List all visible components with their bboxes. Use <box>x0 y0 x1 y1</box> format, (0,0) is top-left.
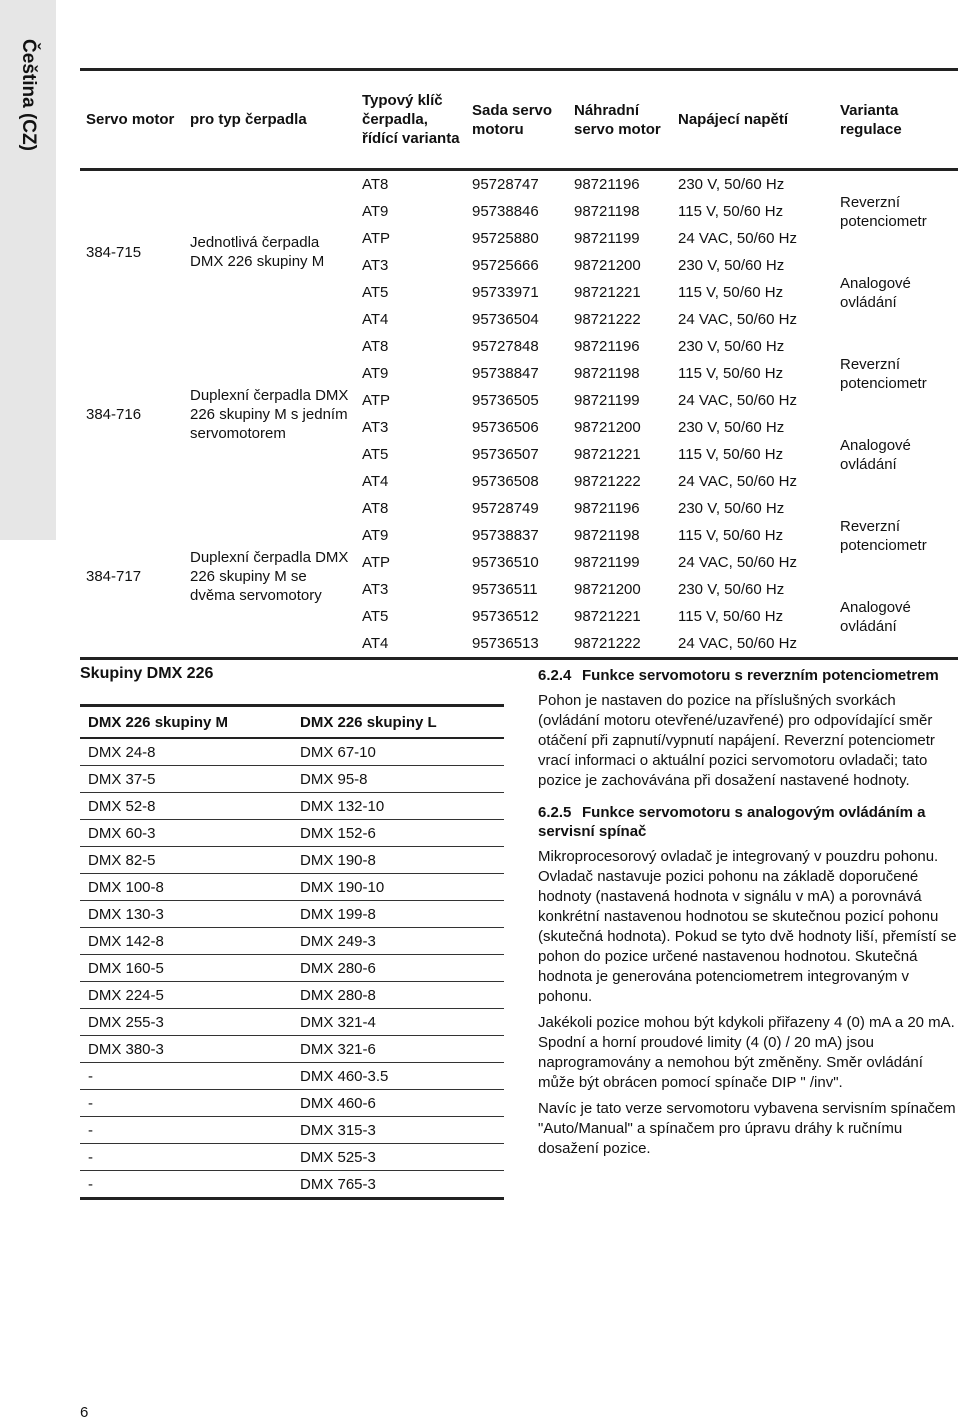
servo-kit-cell: 95736513 <box>472 634 539 652</box>
voltage-cell: 230 V, 50/60 Hz <box>678 418 785 436</box>
servo-kit-cell: 95728747 <box>472 175 539 193</box>
servo-kit-cell: 95725666 <box>472 256 539 274</box>
page-number: 6 <box>80 1404 89 1421</box>
table-row <box>80 495 958 522</box>
type-key-cell: ATP <box>362 229 391 247</box>
voltage-cell: 24 VAC, 50/60 Hz <box>678 391 797 409</box>
spare-servo-cell: 98721196 <box>574 337 640 355</box>
regulation-cell: Reverzní potenciometr <box>840 355 927 392</box>
servo-kit-cell: 95727848 <box>472 337 539 355</box>
voltage-cell: 115 V, 50/60 Hz <box>678 445 784 463</box>
voltage-cell: 24 VAC, 50/60 Hz <box>678 472 797 490</box>
spare-servo-cell: 98721199 <box>574 553 640 571</box>
table-row <box>80 1090 504 1117</box>
voltage-cell: 24 VAC, 50/60 Hz <box>678 310 797 328</box>
group-m-cell: - <box>80 1171 292 1199</box>
section-624-number: 6.2.4 <box>538 667 572 684</box>
section-625-paragraph-3: Navíc je tato verze servomotoru vybavena servisním spínačem "Auto/Manual" a spínačem pro úpravu dráhy k ručnímu dosažení pozice. <box>538 1100 956 1157</box>
table-row <box>80 1063 504 1090</box>
table-row <box>80 874 504 901</box>
spare-servo-cell: 98721221 <box>574 283 641 301</box>
servo-kit-cell: 95736505 <box>472 391 539 409</box>
servo-kit-cell: 95736511 <box>472 580 538 598</box>
voltage-cell: 230 V, 50/60 Hz <box>678 337 785 355</box>
header-servo-motor: Servo motor <box>86 111 175 128</box>
section-624-title: Funkce servomotoru s reverzním potenciometrem <box>582 667 939 684</box>
group-l-cell: DMX 280-8 <box>292 982 504 1009</box>
spare-servo-cell: 98721222 <box>574 310 641 328</box>
group-l-cell: DMX 249-3 <box>292 928 504 955</box>
spare-servo-cell: 98721196 <box>574 175 640 193</box>
servo-kit-cell: 95738846 <box>472 202 539 220</box>
group-l-cell: DMX 152-6 <box>292 820 504 847</box>
type-key-cell: AT3 <box>362 580 389 598</box>
voltage-cell: 230 V, 50/60 Hz <box>678 580 785 598</box>
group-m-cell: DMX 142-8 <box>80 928 292 955</box>
table-row <box>80 901 504 928</box>
group-l-cell: DMX 190-8 <box>292 847 504 874</box>
dmx-groups-table <box>80 704 504 1200</box>
spare-servo-cell: 98721198 <box>574 364 640 382</box>
group-m-cell: DMX 380-3 <box>80 1036 292 1063</box>
pump-type-cell: Duplexní čerpadla DMX 226 skupiny M s jedním servomotorem <box>190 386 349 442</box>
group-m-cell: DMX 82-5 <box>80 847 292 874</box>
table-row <box>80 820 504 847</box>
section-625-title: Funkce servomotoru s analogovým ovládáním a servisní spínač <box>538 804 926 840</box>
servo-kit-cell: 95728749 <box>472 499 539 517</box>
table-row <box>80 793 504 820</box>
table-row <box>80 1171 504 1199</box>
group-l-cell: DMX 67-10 <box>292 738 504 766</box>
servo-kit-cell: 95733971 <box>472 283 539 301</box>
groups-header-row <box>80 706 504 739</box>
voltage-cell: 115 V, 50/60 Hz <box>678 607 784 625</box>
groups-section-title: Skupiny DMX 226 <box>80 665 214 682</box>
group-l-cell: DMX 95-8 <box>292 766 504 793</box>
table-row <box>80 738 504 766</box>
group-l-cell: DMX 460-3.5 <box>292 1063 504 1090</box>
group-l-cell: DMX 190-10 <box>292 874 504 901</box>
table-header-row <box>80 70 958 170</box>
servo-kit-cell: 95736506 <box>472 418 539 436</box>
pump-type-cell: Jednotlivá čerpadla DMX 226 skupiny M <box>190 234 325 270</box>
table-row <box>80 766 504 793</box>
voltage-cell: 115 V, 50/60 Hz <box>678 283 784 301</box>
voltage-cell: 230 V, 50/60 Hz <box>678 256 785 274</box>
language-sidebar <box>0 0 56 540</box>
spare-servo-cell: 98721200 <box>574 256 641 274</box>
type-key-cell: AT8 <box>362 499 389 517</box>
servo-kit-cell: 95736504 <box>472 310 539 328</box>
section-625-heading <box>538 803 958 841</box>
table-row <box>80 333 958 360</box>
group-m-cell: DMX 160-5 <box>80 955 292 982</box>
spare-servo-cell: 98721200 <box>574 580 641 598</box>
table-row <box>80 1144 504 1171</box>
group-l-cell: DMX 132-10 <box>292 793 504 820</box>
header-voltage: Napájecí napětí <box>678 111 789 128</box>
spare-servo-cell: 98721222 <box>574 472 641 490</box>
regulation-cell: Analogové ovládání <box>840 436 911 473</box>
table-row <box>80 847 504 874</box>
type-key-cell: AT4 <box>362 634 389 652</box>
spare-servo-cell: 98721198 <box>574 526 640 544</box>
servo-motor-cell: 384-717 <box>86 567 142 585</box>
group-l-cell: DMX 765-3 <box>292 1171 504 1199</box>
type-key-cell: AT8 <box>362 175 389 193</box>
header-servo-kit: Sada servo motoru <box>472 101 553 138</box>
servo-motor-cell: 384-716 <box>86 405 142 423</box>
table-row <box>80 1036 504 1063</box>
voltage-cell: 230 V, 50/60 Hz <box>678 499 785 517</box>
type-key-cell: AT9 <box>362 526 389 544</box>
pump-type-cell: Duplexní čerpadla DMX 226 skupiny M se dvěma servomotory <box>190 548 349 604</box>
servo-motor-table <box>80 68 958 660</box>
voltage-cell: 24 VAC, 50/60 Hz <box>678 229 797 247</box>
regulation-cell: Analogové ovládání <box>840 274 911 311</box>
group-m-cell: DMX 130-3 <box>80 901 292 928</box>
voltage-cell: 24 VAC, 50/60 Hz <box>678 553 797 571</box>
group-m-cell: DMX 24-8 <box>80 738 292 766</box>
servo-kit-cell: 95736508 <box>472 472 539 490</box>
group-m-cell: DMX 255-3 <box>80 1009 292 1036</box>
type-key-cell: AT5 <box>362 445 389 463</box>
servo-kit-cell: 95738837 <box>472 526 539 544</box>
spare-servo-cell: 98721222 <box>574 634 641 652</box>
spare-servo-cell: 98721199 <box>574 391 640 409</box>
group-l-cell: DMX 525-3 <box>292 1144 504 1171</box>
servo-motor-table-body <box>80 170 958 659</box>
spare-servo-cell: 98721196 <box>574 499 640 517</box>
type-key-cell: AT4 <box>362 472 389 490</box>
voltage-cell: 230 V, 50/60 Hz <box>678 175 785 193</box>
type-key-cell: AT9 <box>362 364 389 382</box>
table-row <box>80 982 504 1009</box>
servo-kit-cell: 95736507 <box>472 445 539 463</box>
table-row <box>80 1009 504 1036</box>
servo-kit-cell: 95738847 <box>472 364 539 382</box>
section-625-number: 6.2.5 <box>538 804 572 821</box>
table-row <box>80 170 958 199</box>
group-m-cell: - <box>80 1090 292 1117</box>
type-key-cell: ATP <box>362 553 391 571</box>
header-type-key: Typový klíč čerpadla, řídící varianta <box>362 92 460 147</box>
dmx-groups-table-body <box>80 738 504 1199</box>
spare-servo-cell: 98721221 <box>574 607 641 625</box>
type-key-cell: AT8 <box>362 337 389 355</box>
group-m-cell: - <box>80 1063 292 1090</box>
group-m-cell: DMX 224-5 <box>80 982 292 1009</box>
type-key-cell: AT3 <box>362 256 389 274</box>
voltage-cell: 24 VAC, 50/60 Hz <box>678 634 797 652</box>
group-m-cell: - <box>80 1144 292 1171</box>
section-624-heading <box>538 666 958 685</box>
servo-motor-cell: 384-715 <box>86 243 142 261</box>
right-text-column <box>538 666 958 1165</box>
header-pump-type: pro typ čerpadla <box>190 111 307 128</box>
groups-header-l: DMX 226 skupiny L <box>300 713 437 731</box>
servo-kit-cell: 95736510 <box>472 553 539 571</box>
servo-kit-cell: 95736512 <box>472 607 539 625</box>
table-row <box>80 928 504 955</box>
voltage-cell: 115 V, 50/60 Hz <box>678 202 784 220</box>
table-row <box>80 955 504 982</box>
voltage-cell: 115 V, 50/60 Hz <box>678 364 784 382</box>
servo-kit-cell: 95725880 <box>472 229 539 247</box>
header-spare-servo: Náhradní servo motor <box>574 101 661 138</box>
group-m-cell: DMX 60-3 <box>80 820 292 847</box>
group-m-cell: DMX 37-5 <box>80 766 292 793</box>
spare-servo-cell: 98721198 <box>574 202 640 220</box>
type-key-cell: AT9 <box>362 202 389 220</box>
language-label: Čeština (CZ) <box>18 39 39 151</box>
group-l-cell: DMX 280-6 <box>292 955 504 982</box>
group-m-cell: DMX 52-8 <box>80 793 292 820</box>
type-key-cell: ATP <box>362 391 391 409</box>
regulation-cell: Reverzní potenciometr <box>840 517 927 554</box>
group-l-cell: DMX 321-4 <box>292 1009 504 1036</box>
group-l-cell: DMX 199-8 <box>292 901 504 928</box>
group-l-cell: DMX 460-6 <box>292 1090 504 1117</box>
group-m-cell: DMX 100-8 <box>80 874 292 901</box>
voltage-cell: 115 V, 50/60 Hz <box>678 526 784 544</box>
group-m-cell: - <box>80 1117 292 1144</box>
type-key-cell: AT4 <box>362 310 389 328</box>
type-key-cell: AT5 <box>362 283 389 301</box>
section-625-paragraph-2: Jakékoli pozice mohou být kdykoli přiřazeny 4 (0) mA a 20 mA. Spodní a horní proudové limity (4 (0) / 20 mA) jsou naprogramovány a nemohou být změněny. Směr ovládání může být obrácen pomocí spínače DIP " /inv". <box>538 1014 955 1091</box>
spare-servo-cell: 98721221 <box>574 445 641 463</box>
groups-header-m: DMX 226 skupiny M <box>88 713 229 731</box>
regulation-cell: Reverzní potenciometr <box>840 193 927 230</box>
section-624-paragraph: Pohon je nastaven do pozice na příslušných svorkách (ovládání motoru otevřené/uzavřené) pro odpovídající směr otáčení při zapnutí/vypnutí napájení. Reverzní potenciometr vrací informaci o aktuální pozici servomotoru ovladači; tato pozice je zachovávána při dosažení nastavené hodnoty. <box>538 692 935 789</box>
table-row <box>80 1117 504 1144</box>
group-l-cell: DMX 321-6 <box>292 1036 504 1063</box>
regulation-cell: Analogové ovládání <box>840 598 911 635</box>
section-625-paragraph-1: Mikroprocesorový ovladač je integrovaný v pouzdru pohonu. Ovladač nastavuje pozici pohonu na základě doporučené hodnoty (nastavená hodnota v signálu v mA) a porovnává konkrétní nastavenou hodnotou se skutečnou pozicí pohonu (skutečná hodnota). Pokud se tyto dvě hodnoty liší, přemístí se pohon do pozice určené nastavenou hodnotou. Skutečná hodnota je generována potenciometrem integrovaným v pohonu. <box>538 848 957 1005</box>
type-key-cell: AT5 <box>362 607 389 625</box>
spare-servo-cell: 98721200 <box>574 418 641 436</box>
type-key-cell: AT3 <box>362 418 389 436</box>
header-regulation: Varianta regulace <box>840 101 902 138</box>
group-l-cell: DMX 315-3 <box>292 1117 504 1144</box>
spare-servo-cell: 98721199 <box>574 229 640 247</box>
